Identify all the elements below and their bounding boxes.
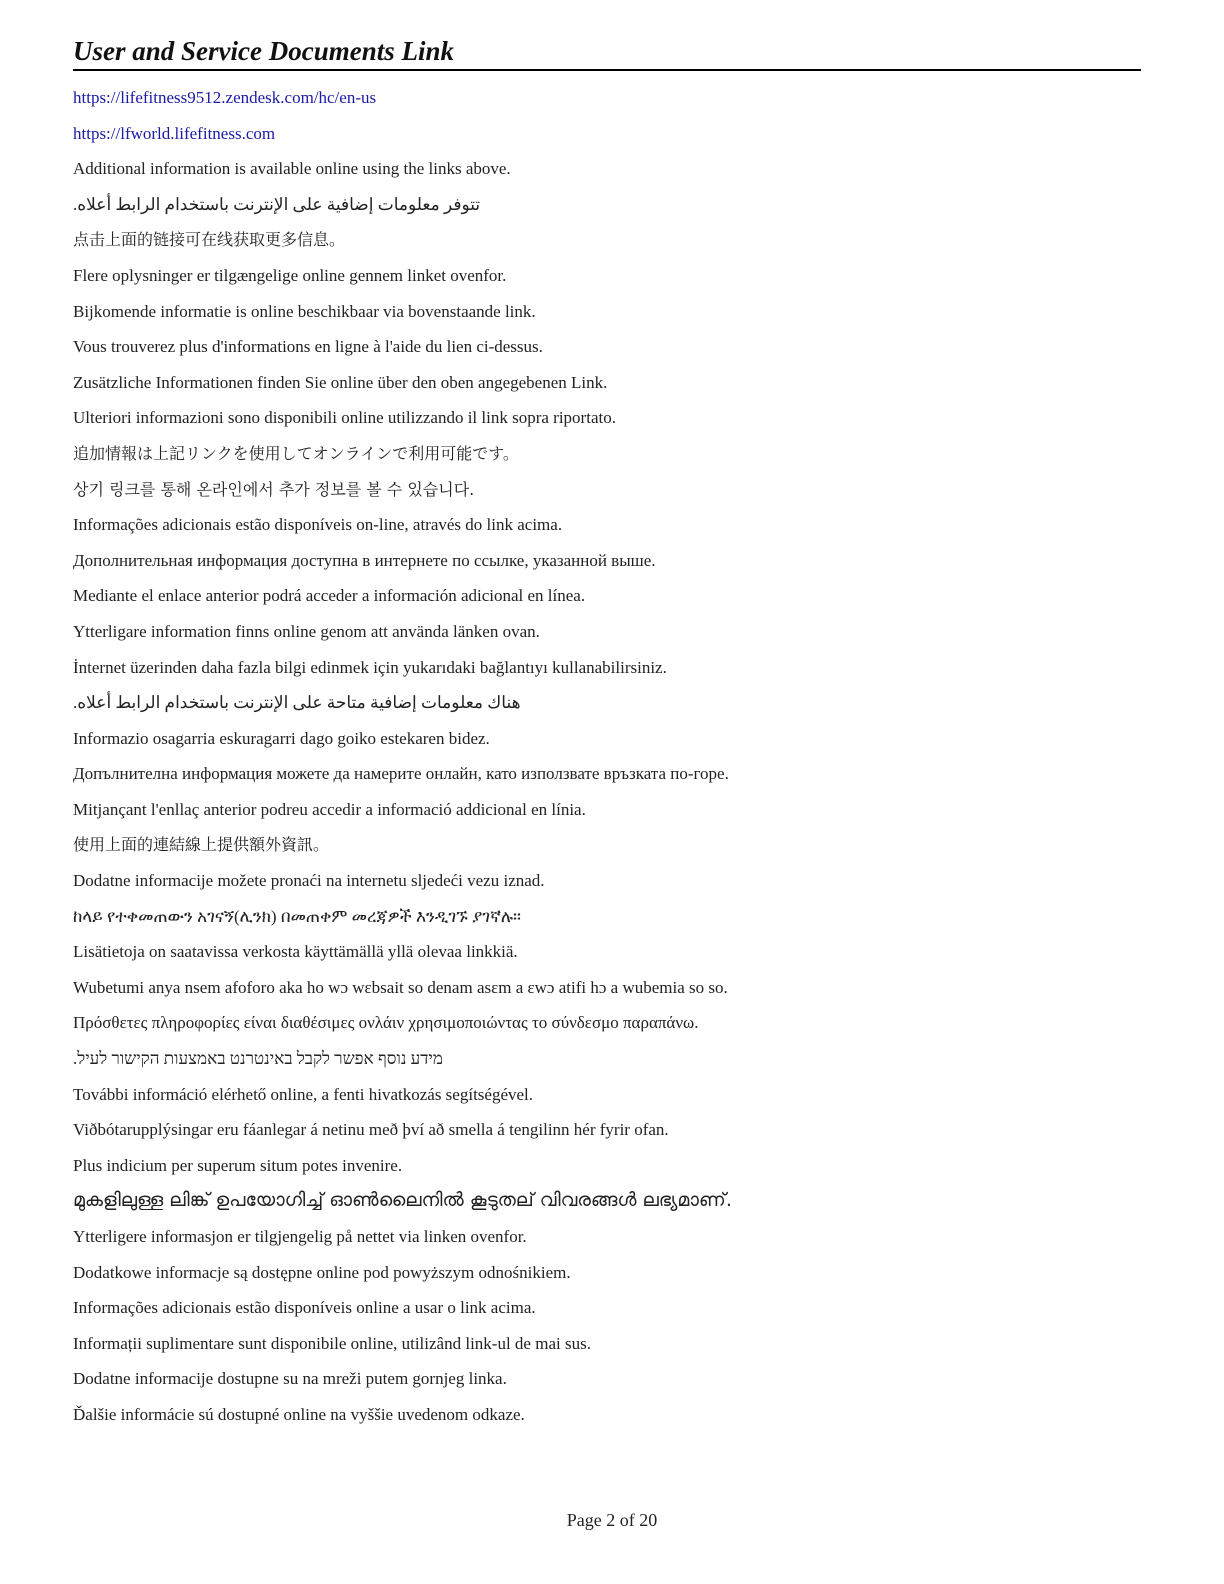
link-lfworld[interactable]: https://lfworld.lifefitness.com [73,123,276,143]
text-arabic-2: هناك معلومات إضافية متاحة على الإنترنت باستخدام الرابط أعلاه. [73,693,521,713]
text-arabic: تتوفر معلومات إضافية على الإنترنت باستخدام الرابط أعلاه. [73,194,481,214]
text-greek: Πρόσθετες πληροφορίες είναι διαθέσιμες ονλάιν χρησιμοποιώντας το σύνδεσμο παραπάνω. [73,1013,699,1033]
text-hungarian: További információ elérhető online, a fenti hivatkozás segítségével. [73,1084,534,1104]
text-portuguese-br: Informações adicionais estão disponíveis on-line, através do link acima. [73,515,563,535]
text-hebrew: מידע נוסף אפשר לקבל באינטרנט באמצעות הקישור לעיל. [73,1049,443,1069]
text-russian: Дополнительная информация доступна в интернете по ссылке, указанной выше. [73,550,656,570]
text-german: Zusätzliche Informationen finden Sie online über den oben angegebenen Link. [73,372,608,392]
text-amharic: ከላይ የተቀመጠውን አገናኝ(ሊንክ) በመጠቀም መረጃዎች እንዲገኙ ያገኛሉ። [73,906,521,926]
text-bulgarian: Допълнителна информация можете да намерите онлайн, като използвате връзката по-горе. [73,764,729,784]
text-latin: Plus indicium per superum situm potes invenire. [73,1155,403,1175]
text-slovak: Ďalšie informácie sú dostupné online na vyššie uvedenom odkaze. [73,1404,525,1424]
text-korean: 상기 링크를 통해 온라인에서 추가 정보를 볼 수 있습니다. [73,479,475,499]
text-finnish: Lisätietoja on saatavissa verkosta käyttämällä yllä olevaa linkkiä. [73,942,518,962]
text-dutch: Bijkomende informatie is online beschikbaar via bovenstaande link. [73,301,536,321]
text-portuguese-pt: Informações adicionais estão disponíveis online a usar o link acima. [73,1298,536,1318]
text-spanish: Mediante el enlace anterior podrá acceder a información adicional en línea. [73,586,586,606]
text-english: Additional information is available online using the links above. [73,159,511,179]
text-chinese-traditional: 使用上面的連結線上提供額外資訊。 [73,835,330,855]
content-lines [73,80,1141,1433]
text-polish: Dodatkowe informacje są dostępne online pod powyższym odnośnikiem. [73,1262,571,1282]
text-chinese-simplified: 点击上面的链接可在线获取更多信息。 [73,230,346,250]
text-croatian: Dodatne informacije možete pronaći na internetu sljedeći vezu iznad. [73,871,545,891]
page-title: User and Service Documents Link [73,36,454,66]
text-norwegian: Ytterligere informasjon er tilgjengelig på nettet via linken ovenfor. [73,1227,527,1246]
text-icelandic: Viðbótarupplýsingar eru fáanlegar á netinu með því að smella á tengilinn hér fyrir ofan. [73,1120,669,1140]
link-zendesk[interactable]: https://lifefitness9512.zendesk.com/hc/en-us [73,88,377,107]
text-catalan: Mitjançant l'enllaç anterior podreu accedir a informació addicional en línia. [73,799,586,819]
text-danish: Flere oplysninger er tilgængelige online gennem linket ovenfor. [73,265,507,285]
text-romanian: Informații suplimentare sunt disponibile online, utilizând link-ul de mai sus. [73,1333,591,1353]
text-malayalam: മുകളിലുള്ള ലിങ്ക് ഉപയോഗിച്ച് ഓൺലൈനിൽ കൂടുതല് വിവരങ്ങൾ ലഭ്യമാണ്. [73,1189,732,1212]
text-swedish: Ytterligare information finns online genom att använda länken ovan. [73,621,540,641]
page-number: Page 2 of 20 [566,1510,658,1530]
text-twi: Wubetumi anya nsem afoforo aka ho wɔ wɛbsait so denam asɛm a ɛwɔ atifi hɔ a wubemia so so. [73,977,728,997]
text-turkish: İnternet üzerinden daha fazla bilgi edinmek için yukarıdaki bağlantıyı kullanabilirsiniz. [73,657,667,677]
title-underline [73,69,1141,71]
text-basque: Informazio osagarria eskuragarri dago goiko estekaren bidez. [73,728,490,748]
text-italian: Ulteriori informazioni sono disponibili online utilizzando il link sopra riportato. [73,408,616,428]
text-serbian: Dodatne informacije dostupne su na mreži putem gornjeg linka. [73,1369,507,1389]
text-french: Vous trouverez plus d'informations en ligne à l'aide du lien ci-dessus. [73,337,543,357]
text-japanese: 追加情報は上記リンクを使用してオンラインで利用可能です。 [73,443,519,463]
